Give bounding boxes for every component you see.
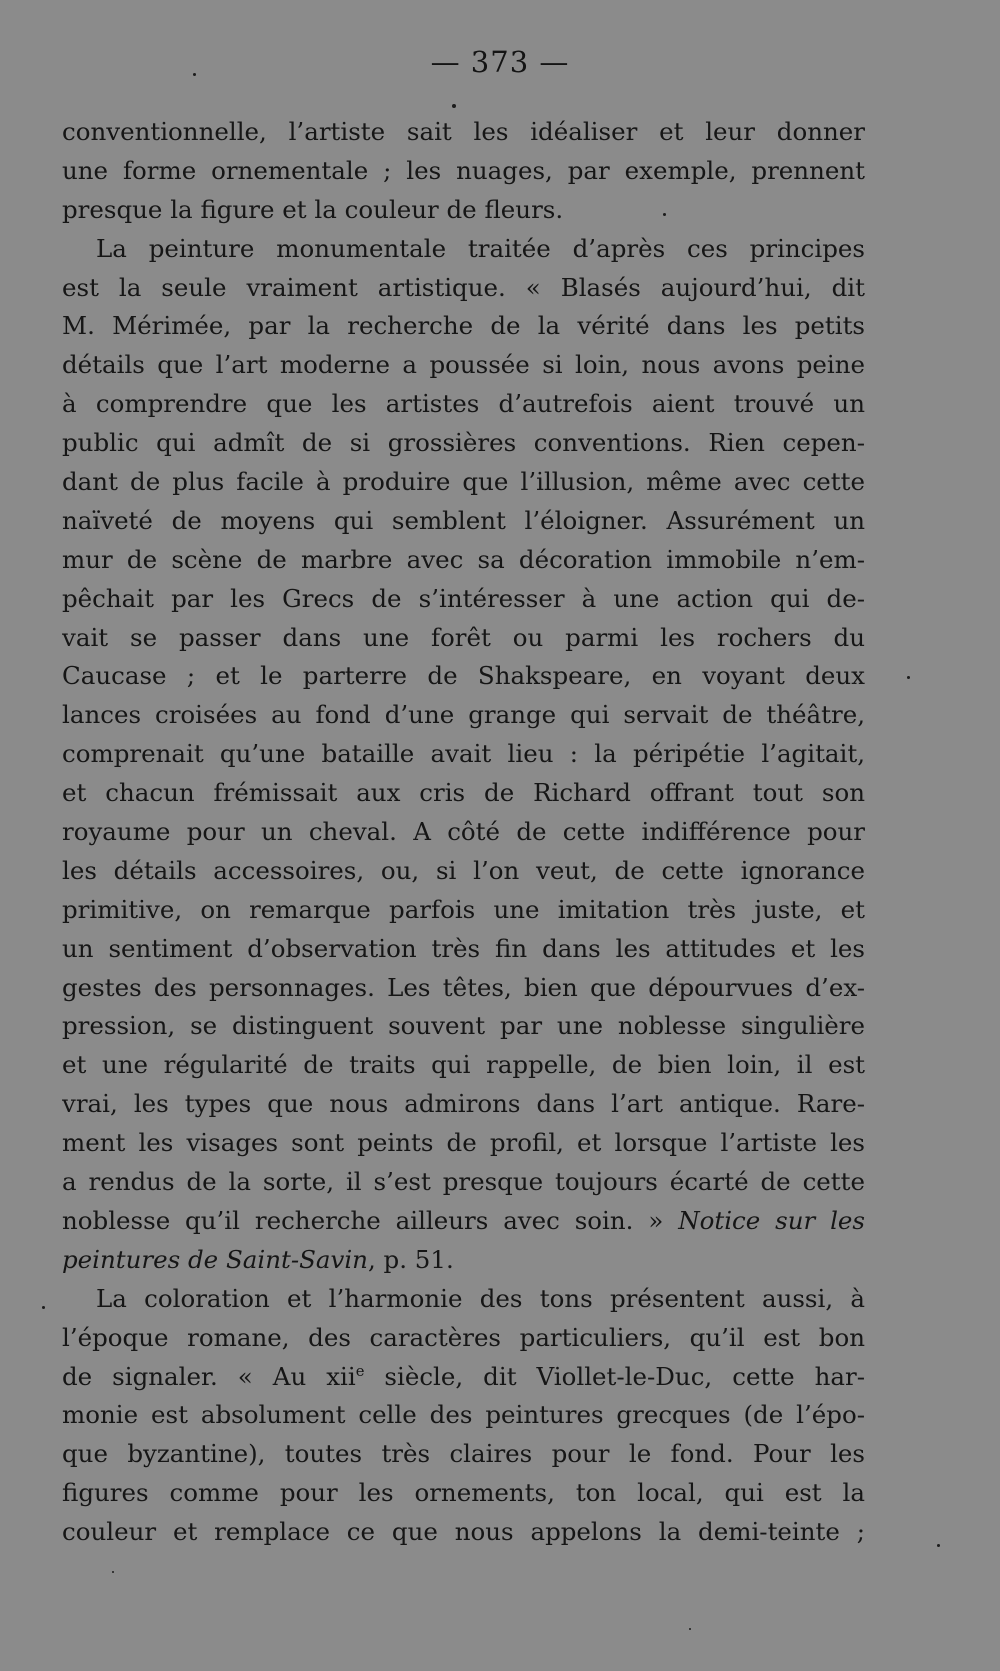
line-text: conventionnelle, l’artiste sait les idéaliser et leur donner: [62, 117, 865, 146]
line-text: ment les visages sont peints de profil, et lorsque l’artiste les: [62, 1128, 865, 1158]
text-line: [62, 424, 865, 463]
text-line: [62, 1241, 865, 1280]
line-text: les détails accessoires, ou, si l’on veut, de cette ignorance: [62, 855, 865, 885]
text-line: [62, 502, 865, 541]
line-text: presque la figure et la couleur de fleurs.: [62, 194, 564, 224]
line-text: royaume pour un cheval. A côté de cette indifférence pour: [62, 817, 865, 847]
line-text: primitive, on remarque parfois une imitation très juste, et: [62, 894, 865, 924]
line-text-rest: siècle, dit Viollet-le-Duc, cette har-: [364, 1361, 865, 1391]
line-text: a rendus de la sorte, il s’est presque toujours écarté de cette: [62, 1167, 865, 1197]
line-text: pêchait par les Grecs de s’intéresser à une action qui de-: [62, 583, 865, 613]
text-line: [62, 1046, 865, 1085]
line-text: détails que l’art moderne a poussée si loin, nous avons peine: [62, 350, 865, 380]
text-line: [62, 1163, 865, 1202]
scan-speck: [452, 104, 456, 108]
line-text: M. Mérimée, par la recherche de la vérité dans les petits: [62, 311, 865, 341]
text-line: [62, 346, 865, 385]
line-text: pression, se distinguent souvent par une noblesse singulière: [62, 1011, 865, 1041]
line-text: un sentiment d’observation très fin dans les attitudes et les: [62, 933, 865, 963]
line-text: de signaler. « Au xii: [62, 1361, 356, 1391]
line-text: couleur et remplace ce que nous appelons la demi-teinte ;: [62, 1517, 865, 1547]
line-text: figures comme pour les ornements, ton local, qui est la: [62, 1478, 865, 1508]
body-text: [62, 113, 865, 1552]
scan-speck: [689, 1628, 691, 1630]
text-line: [62, 1202, 865, 1241]
scan-speck: [937, 1544, 940, 1547]
text-line: [62, 1319, 865, 1358]
text-line: [62, 580, 865, 619]
superscript: e: [355, 1362, 365, 1380]
text-line: [62, 1513, 865, 1552]
italic-title: peintures de Saint-Savin: [62, 1244, 368, 1274]
text-line: [62, 1124, 865, 1163]
text-line: [62, 969, 865, 1008]
text-line: [62, 774, 865, 813]
text-line: [62, 307, 865, 346]
line-text: lances croisées au fond d’une grange qui servait de théâtre,: [62, 700, 865, 730]
line-text: que byzantine), toutes très claires pour le fond. Pour les: [62, 1439, 865, 1469]
scan-speck: [663, 213, 666, 216]
line-text: mur de scène de marbre avec sa décoration immobile n’em-: [62, 544, 865, 574]
line-text: vait se passer dans une forêt ou parmi les rochers du: [62, 622, 865, 652]
italic-title: Notice sur les: [678, 1205, 865, 1235]
line-text: La coloration et l’harmonie des tons présentent aussi, à: [96, 1283, 865, 1313]
scan-speck: [193, 73, 196, 76]
text-line: [62, 191, 865, 230]
scan-speck: [907, 676, 910, 679]
line-text: , p. 51.: [367, 1244, 454, 1274]
text-line: [62, 385, 865, 424]
line-text: et une régularité de traits qui rappelle, de bien loin, il est: [62, 1050, 865, 1080]
text-line: [62, 269, 865, 308]
text-line: [62, 152, 865, 191]
line-text: Caucase ; et le parterre de Shakspeare, en voyant deux: [62, 661, 865, 691]
text-line: [62, 696, 865, 735]
page-number: — 373 —: [430, 45, 570, 79]
text-line: [62, 463, 865, 502]
line-text: La peinture monumentale traitée d’après ces principes: [96, 233, 865, 263]
line-text: est la seule vraiment artistique. « Blasés aujourd’hui, dit: [62, 272, 865, 302]
text-line: [62, 113, 865, 152]
text-line: [62, 1085, 865, 1124]
text-line: [62, 852, 865, 891]
line-text: dant de plus facile à produire que l’illusion, même avec cette: [62, 467, 865, 497]
text-line: [62, 1474, 865, 1513]
scan-speck: [112, 1571, 114, 1573]
line-text: une forme ornementale ; les nuages, par exemple, prennent: [62, 155, 865, 185]
text-line: [62, 1396, 865, 1435]
line-text: public qui admît de si grossières conventions. Rien cepen-: [62, 428, 865, 458]
text-line: [62, 1007, 865, 1046]
text-line: [62, 619, 865, 658]
line-text: et chacun frémissait aux cris de Richard offrant tout son: [62, 778, 865, 808]
text-line: [62, 230, 865, 269]
text-line: [62, 541, 865, 580]
text-line: [62, 657, 865, 696]
line-text: monie est absolument celle des peintures grecques (de l’épo-: [62, 1400, 865, 1430]
line-text: gestes des personnages. Les têtes, bien que dépourvues d’ex-: [62, 972, 865, 1002]
scan-speck: [42, 1306, 45, 1309]
line-text: comprenait qu’une bataille avait lieu : la péripétie l’agitait,: [62, 739, 865, 769]
line-text: noblesse qu’il recherche ailleurs avec soin. »: [62, 1205, 664, 1235]
text-line: [62, 930, 865, 969]
text-line: [62, 1435, 865, 1474]
line-text: naïveté de moyens qui semblent l’éloigner. Assurément un: [62, 505, 865, 535]
line-text: vrai, les types que nous admirons dans l’art antique. Rare-: [62, 1089, 865, 1119]
text-line: [62, 891, 865, 930]
text-line: [62, 813, 865, 852]
text-line: [62, 1358, 865, 1397]
line-text: à comprendre que les artistes d’autrefois aient trouvé un: [62, 389, 865, 419]
text-line: [62, 1280, 865, 1319]
text-line: [62, 735, 865, 774]
line-text: l’époque romane, des caractères particuliers, qu’il est bon: [62, 1322, 865, 1352]
